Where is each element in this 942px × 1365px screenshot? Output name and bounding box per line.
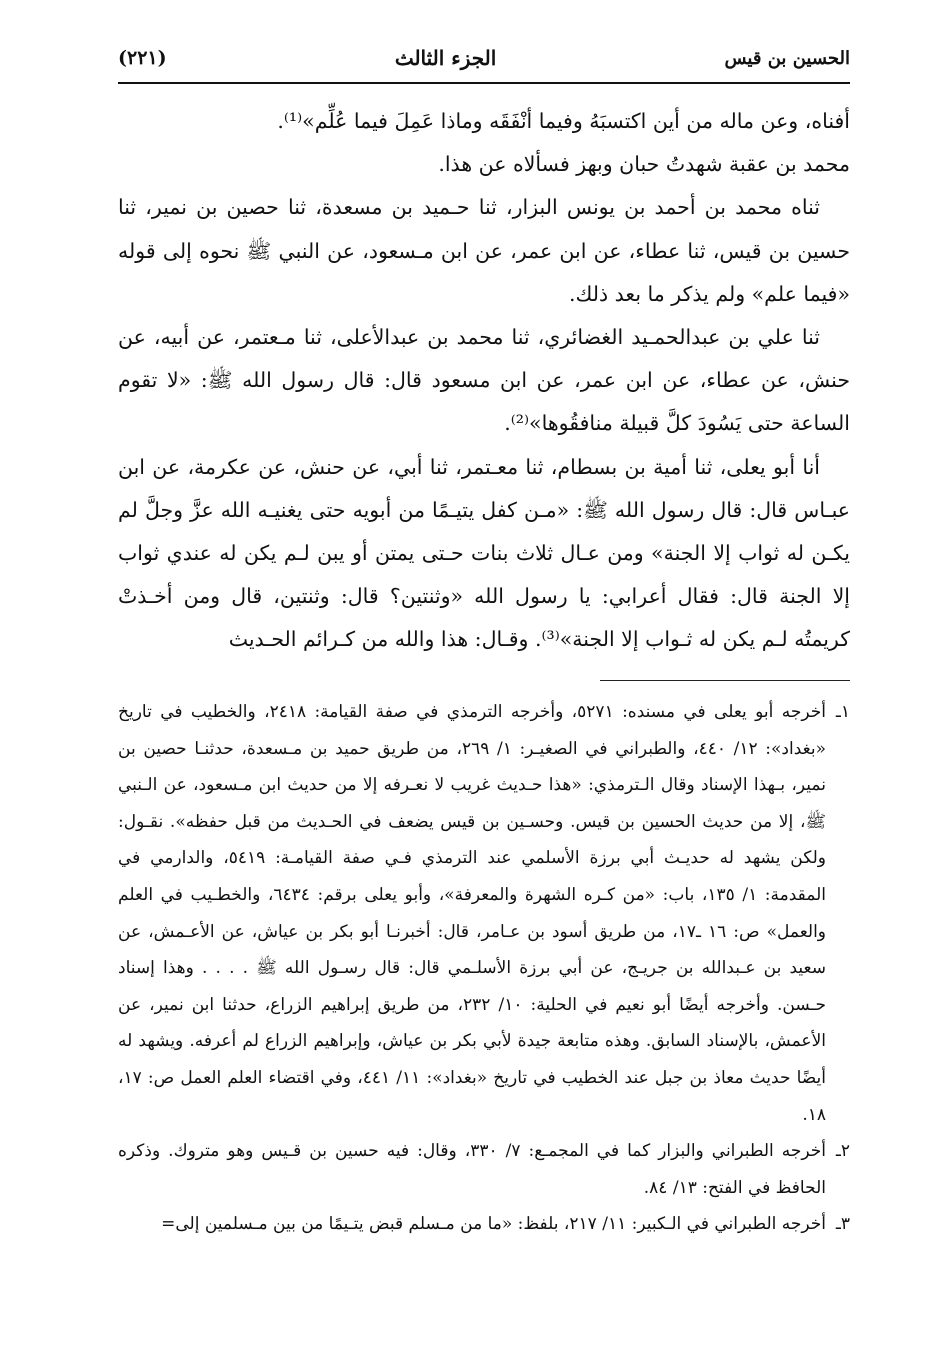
main-text [118, 100, 850, 662]
header-rule [118, 82, 850, 84]
footnote-number: ١ـ [835, 702, 850, 722]
footnote-number: ٣ـ [835, 1214, 850, 1235]
paragraph: ثناه محمد بن أحمد بن يونس البزار، ثنا حـميد بن مسعدة، ثنا حصين بن نمير، ثنا حسين بن قيس، ثنا عطاء، عن ابن عمر، عن ابن مـسعود، عن النبي ﷺ نحوه إلى قوله «فيما علم» ولم يذكر ما بعد ذلك. [118, 195, 850, 306]
footnote-number: ٢ـ [835, 1141, 850, 1162]
footnotes [118, 694, 850, 1243]
footnote [118, 694, 850, 1133]
footnote-divider [600, 680, 850, 681]
footnote [118, 1133, 850, 1206]
page-header [118, 38, 850, 78]
footnote [118, 1206, 850, 1243]
paragraph: أفناه، وعن ماله من أين اكتسبَهُ وفيما أنْفَقَه وماذا عَمِلَ فيما عُلِّم»⁽¹⁾. [277, 109, 850, 133]
footnote-text: أخرجه الطبراني في الـكبير: ١١/ ٢١٧، بلفظ: «ما من مـسلم قبض يتـيمًا من بين مـسلمين إلى= [161, 1214, 826, 1235]
paragraph: أنا أبو يعلى، ثنا أمية بن بسطام، ثنا معـتمر، ثنا أبي، عن حنش، عن عكرمة، عن ابن عبـاس قال: قال رسول الله ﷺ: «مـن كفل يتيـمًا من أبويه حتى يغنيـه الله عزَّ وجلَّ لم يكـن له ثواب إلا الجنة» ومن عـال ثلاث بنات حـتى يمتن أو يبن لـم يكن له عندي ثواب إلا الجنة قال: فقال أعرابي: يا رسول الله «وثنتين؟ قال: وثنتين، قال ومن أخـذتْ كريمتُه لـم يكن له ثـواب إلا الجنة»⁽³⁾. وقـال: هذا والله من كـرائم الحـديث [118, 454, 850, 652]
running-head-part: الجزء الثالث [394, 46, 497, 70]
footnote-text: أخرجه الطبراني والبزار كما في المجمـع: ٧/ ٣٣٠، وقال: فيه حسين بن قـيس وهو متروك. وذكره الحافظ في الفتح: ١٣/ ٨٤. [118, 1141, 826, 1198]
page-number: (٢٢١) [118, 47, 167, 69]
paragraph: محمد بن عقبة شهدتُ حبان وبهز فسألاه عن هذا. [438, 152, 850, 177]
footnote-text: أخرجه أبو يعلى في مسنده: ٥٢٧١، وأخرجه الترمذي في صفة القيامة: ٢٤١٨، والخطيب في تاريخ «بغداد»: ١٢/ ٤٤٠، والطبراني في الصغيـر: ١/ ٢٦٩، من طريق حميد بن مـسعدة، حدثنـا حصين بن نمير، بـهذا الإسناد وقال الـترمذي: «هذا حـديث غريب لا نعـرفه إلا من حديث ابن مـسعود، عن الـنبي ﷺ، إلا من حديث الحسين بن قيس. وحسـين بن قيس يضعف في الحـديث من قبل حفظه». نقـول: ولكن يشهد له حديـث أبي برزة الأسلمي عند الترمذي فـي صفة القيامـة: ٥٤١٩، والدارمي في المقدمة: ١/ ١٣٥، باب: «من كـره الشهرة والمعرفة»، وأبو يعلى برقم: ٦٤٣٤، والخطـيب في العلم والعمل» ص: ١٦ ـ١٧، من طريق أسود بن عـامر، قال: أخبرنـا أبو بكر بن عياش، عن الأعـمش، عن سعيد بن عـبدالله بن جريـج، عن أبي برزة الأسلـمي قال: قال رسـول الله ﷺ . . . . وهذا إسناد حـسن. وأخرجه أيضًا أبو نعيم في الحلية: ١٠/ ٢٣٢، من طريق إبراهيم الزراع، حدثنا ابن نمير، عن الأعمش، بالإسناد السابق. وهذه متابعة جيدة لأبي بكر بن عياش، وإبراهيم الزراع لم أعرفه. ويشهد له أيضًا حديث معاذ بن جبل عند الخطيب في تاريخ «بغداد»: ١١/ ٤٤١، وفي اقتضاء العلم العمل ص: ١٧، ١٨. [118, 702, 827, 1125]
running-head-name: الحسين بن قيس [724, 47, 850, 69]
paragraph: ثنا علي بن عبدالحمـيد الغضائري، ثنا محمد بن عبدالأعلى، ثنا مـعتمر، عن أبيه، عن حنش، عن عطاء، عن ابن عمر، عن ابن مسعود قال: قال رسول الله ﷺ: «لا تقوم الساعة حتى يَسُودَ كلَّ قبيلة منافقُوها»⁽²⁾. [118, 325, 850, 436]
